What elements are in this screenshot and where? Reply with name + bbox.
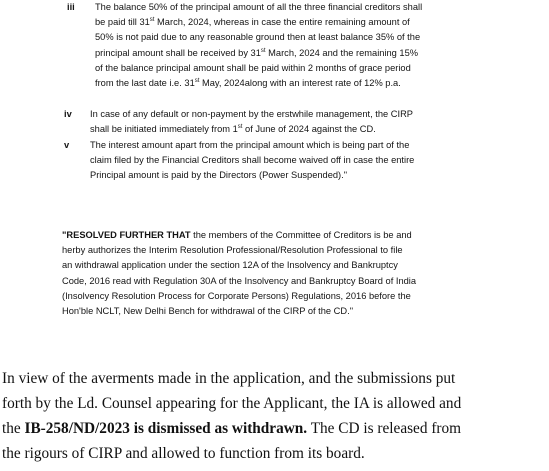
text-line: Hon'ble NCLT, New Delhi Bench for withdrawal of the CIRP of the CD." [62, 306, 353, 317]
text-line: The interest amount apart from the principal amount which is being part of the [90, 140, 410, 150]
text-line: The balance 50% of the principal amount of all the three financial creditors shall [95, 2, 423, 12]
text-line: from the last date i.e. 31st May, 2024along with an interest rate of 12% p.a. [95, 77, 401, 89]
text-line: In case of any default or non-payment by the erstwhile management, the CIRP [90, 109, 413, 119]
text-line: "RESOLVED FURTHER THAT the members of the Committee of Creditors is be and [62, 230, 412, 240]
list-marker: iii [67, 2, 75, 12]
resolution-paragraph [62, 228, 494, 319]
list-marker: v [64, 140, 70, 150]
text-line: of the balance principal amount shall be paid within 2 months of grace period [95, 62, 411, 73]
text-line: 50% is not paid due to any reasonable ground then at least balance 35% of the [95, 32, 421, 43]
text-line: shall be initiated immediately from 1st of June of 2024 against the CD. [90, 124, 376, 135]
text-line: claim filed by the Financial Creditors shall become waived off in case the entire [90, 155, 415, 166]
text-line: (Insolvency Resolution Process for Corporate Persons) Regulations, 2016 before the [62, 290, 411, 301]
text-line: the IB-258/ND/2023 is dismissed as withdrawn. The CD is released from [2, 420, 462, 437]
text-line: herby authorizes the Interim Resolution Professional/Resolution Professional to file [62, 245, 403, 256]
text-line: be paid till 31st March, 2024, whereas in case the entire remaining amount of [95, 17, 410, 28]
order-paragraph [2, 366, 547, 466]
text-line: Code, 2016 read with Regulation 30A of the Insolvency and Bankruptcy Board of India [62, 275, 417, 286]
text-line: In view of the averments made in the application, and the submissions put [2, 370, 456, 387]
text-line: the rigours of CIRP and allowed to function from its board. [2, 445, 365, 462]
resolution-lead: "RESOLVED FURTHER THAT [62, 230, 191, 240]
case-disposal-text: IB-258/ND/2023 is dismissed as withdrawn. [24, 420, 308, 437]
text-line: an withdrawal application under the section 12A of the Insolvency and Bankruptcy [62, 260, 398, 271]
text-line: principal amount shall be received by 31st March, 2024 and the remaining 15% [95, 47, 419, 58]
text-line: Principal amount is paid by the Directors (Power Suspended)." [90, 170, 348, 181]
list-marker: iv [64, 109, 72, 119]
text-line: forth by the Ld. Counsel appearing for the Applicant, the IA is allowed and [2, 395, 462, 412]
